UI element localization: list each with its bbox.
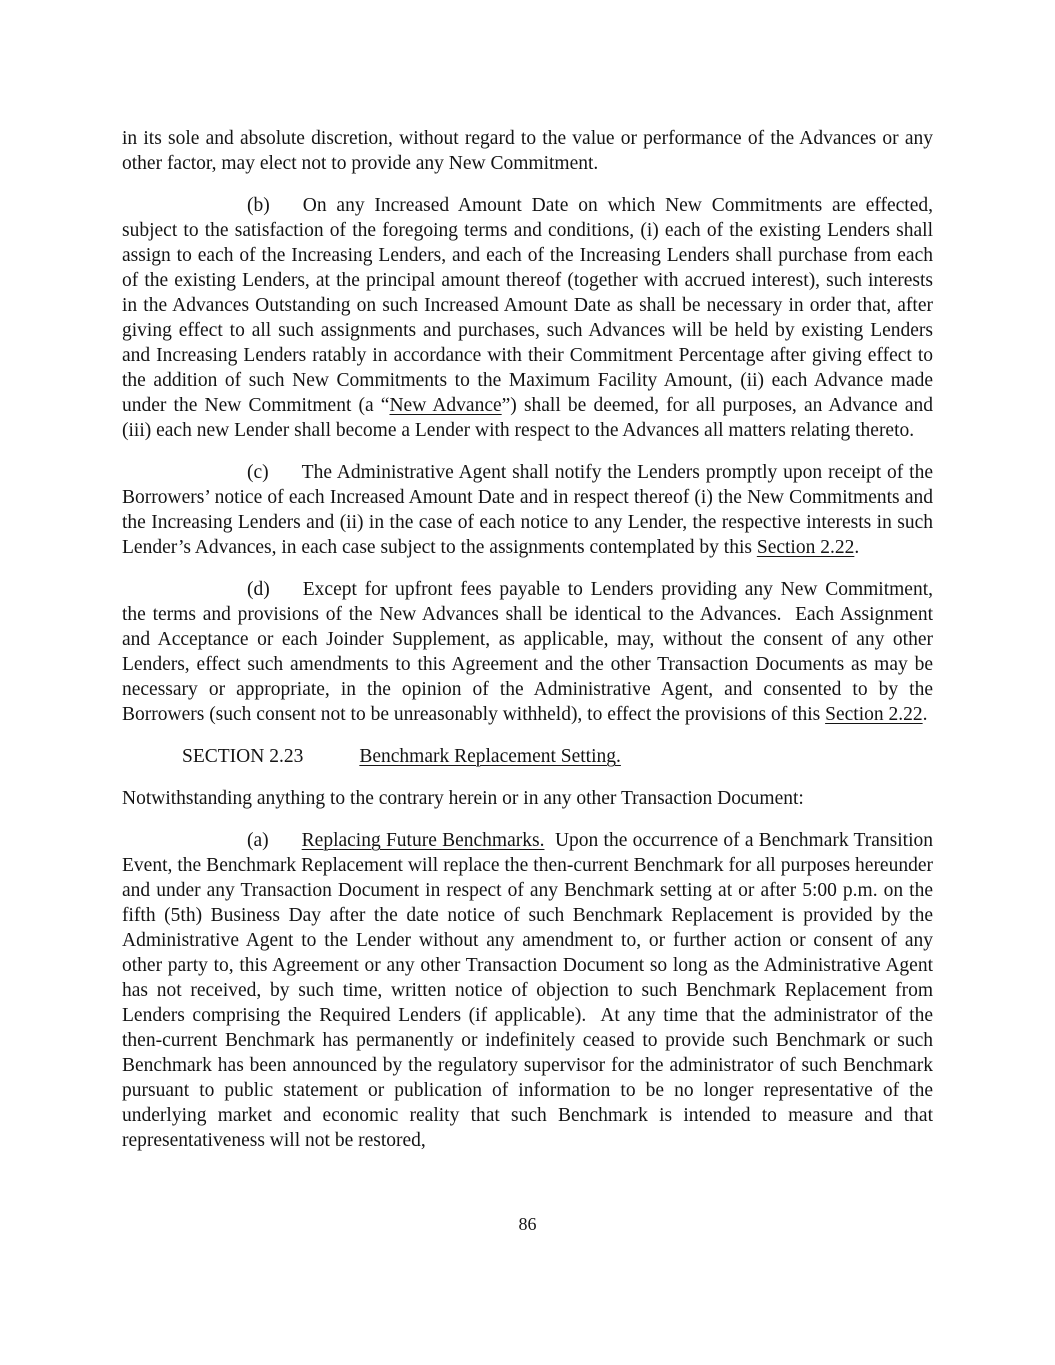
underlined-text: New Advance <box>389 395 502 416</box>
text-run: . <box>922 704 928 725</box>
text-run: Upon the occurrence of a Benchmark Transition Event, the Benchmark Replacement will replace the then-current Benchmark for all purposes hereunder and under any Transaction Document in respect of any Benchmark setting at or after 5:00 p.m. on the fifth (5th) Business Day after the date notice of such Benchmark Replacement is provided by the Administrative Agent to the Lender without any amendment to, or further action or consent of any other party to, this Agreement or any other Transaction Document so long as the Administrative Agent has not received, by such time, written notice of objection to such Benchmark Replacement from Lenders comprising the Required Lenders (if applicable). At any time that the administrator of the then-current Benchmark has permanently or indefinitely ceased to provide such Benchmark or such Benchmark has been announced by the regulatory supervisor for the administrator of such Benchmark pursuant to public statement or publication of information to be no longer representative of the underlying market and economic reality that such Benchmark is intended to measure and that representativeness will not be restored, <box>122 830 933 1151</box>
text-run: . <box>854 537 860 558</box>
text-run: ”) shall be deemed, for all purposes, an Advance and (iii) each new Lender shall become a Lender with respect to the Advances all matters relating thereto. <box>122 395 934 441</box>
text-run: (b) <box>247 195 270 216</box>
text-run: in its sole and absolute discretion, without regard to the value or performance of the Advances or any other factor, may elect not to provide any New Commitment. <box>122 128 933 174</box>
text-run: (c) <box>247 462 269 483</box>
text-run: On any Increased Amount Date on which New Commitments are effected, subject to the satisfaction of the foregoing terms and conditions, (i) each of the existing Lenders shall assign to each of the Increasing Lenders, and each of the Increasing Lenders shall purchase from each of the existing Lenders, at the principal amount thereof (together with accrued interest), such interests in the Advances Outstanding on such Increased Amount Date as shall be necessary in order that, after giving effect to all such assignments and purchases, such Advances will be held by existing Lenders and Increasing Lenders ratably in accordance with their Commitment Percentage after giving effect to the addition of such New Commitments to the Maximum Facility Amount, (ii) each Advance made under the New Commitment (a “ <box>122 195 933 416</box>
page-number: 86 <box>518 1214 537 1234</box>
text-run: (a) <box>247 830 269 851</box>
underlined-text: Replacing Future Benchmarks. <box>301 830 545 851</box>
document-body <box>122 126 933 1170</box>
paragraph <box>122 193 933 443</box>
paragraph <box>122 828 933 1153</box>
paragraph <box>122 786 933 811</box>
text-run: The Administrative Agent shall notify the Lenders promptly upon receipt of the Borrowers’ notice of each Increased Amount Date and in respect thereof (i) the New Commitments and the Increasing Lenders and (ii) in the case of each notice to any Lender, the respective interests in such Lender’s Advances, in each case subject to the assignments contemplated by this <box>122 462 933 558</box>
text-run: Except for upfront fees payable to Lenders providing any New Commitment, the terms and provisions of the New Advances shall be identical to the Advances. Each Assignment and Acceptance or each Joinder Supplement, as applicable, may, without the consent of any other Lenders, effect such amendments to this Agreement and the other Transaction Documents as may be necessary or appropriate, in the opinion of the Administrative Agent, and consented to by the Borrowers (such consent not to be unreasonably withheld), to effect the provisions of this <box>122 579 933 725</box>
text-run: Notwithstanding anything to the contrary herein or in any other Transaction Document: <box>122 788 804 809</box>
paragraph <box>122 460 933 560</box>
section-heading <box>122 744 933 769</box>
underlined-text: Section 2.22 <box>756 537 855 558</box>
text-run: SECTION 2.23 <box>182 746 304 767</box>
underlined-text: Section 2.22 <box>825 704 923 725</box>
paragraph <box>122 126 933 176</box>
text-run: (d) <box>247 579 270 600</box>
underlined-text: Benchmark Replacement Setting. <box>359 746 621 767</box>
paragraph <box>122 577 933 727</box>
